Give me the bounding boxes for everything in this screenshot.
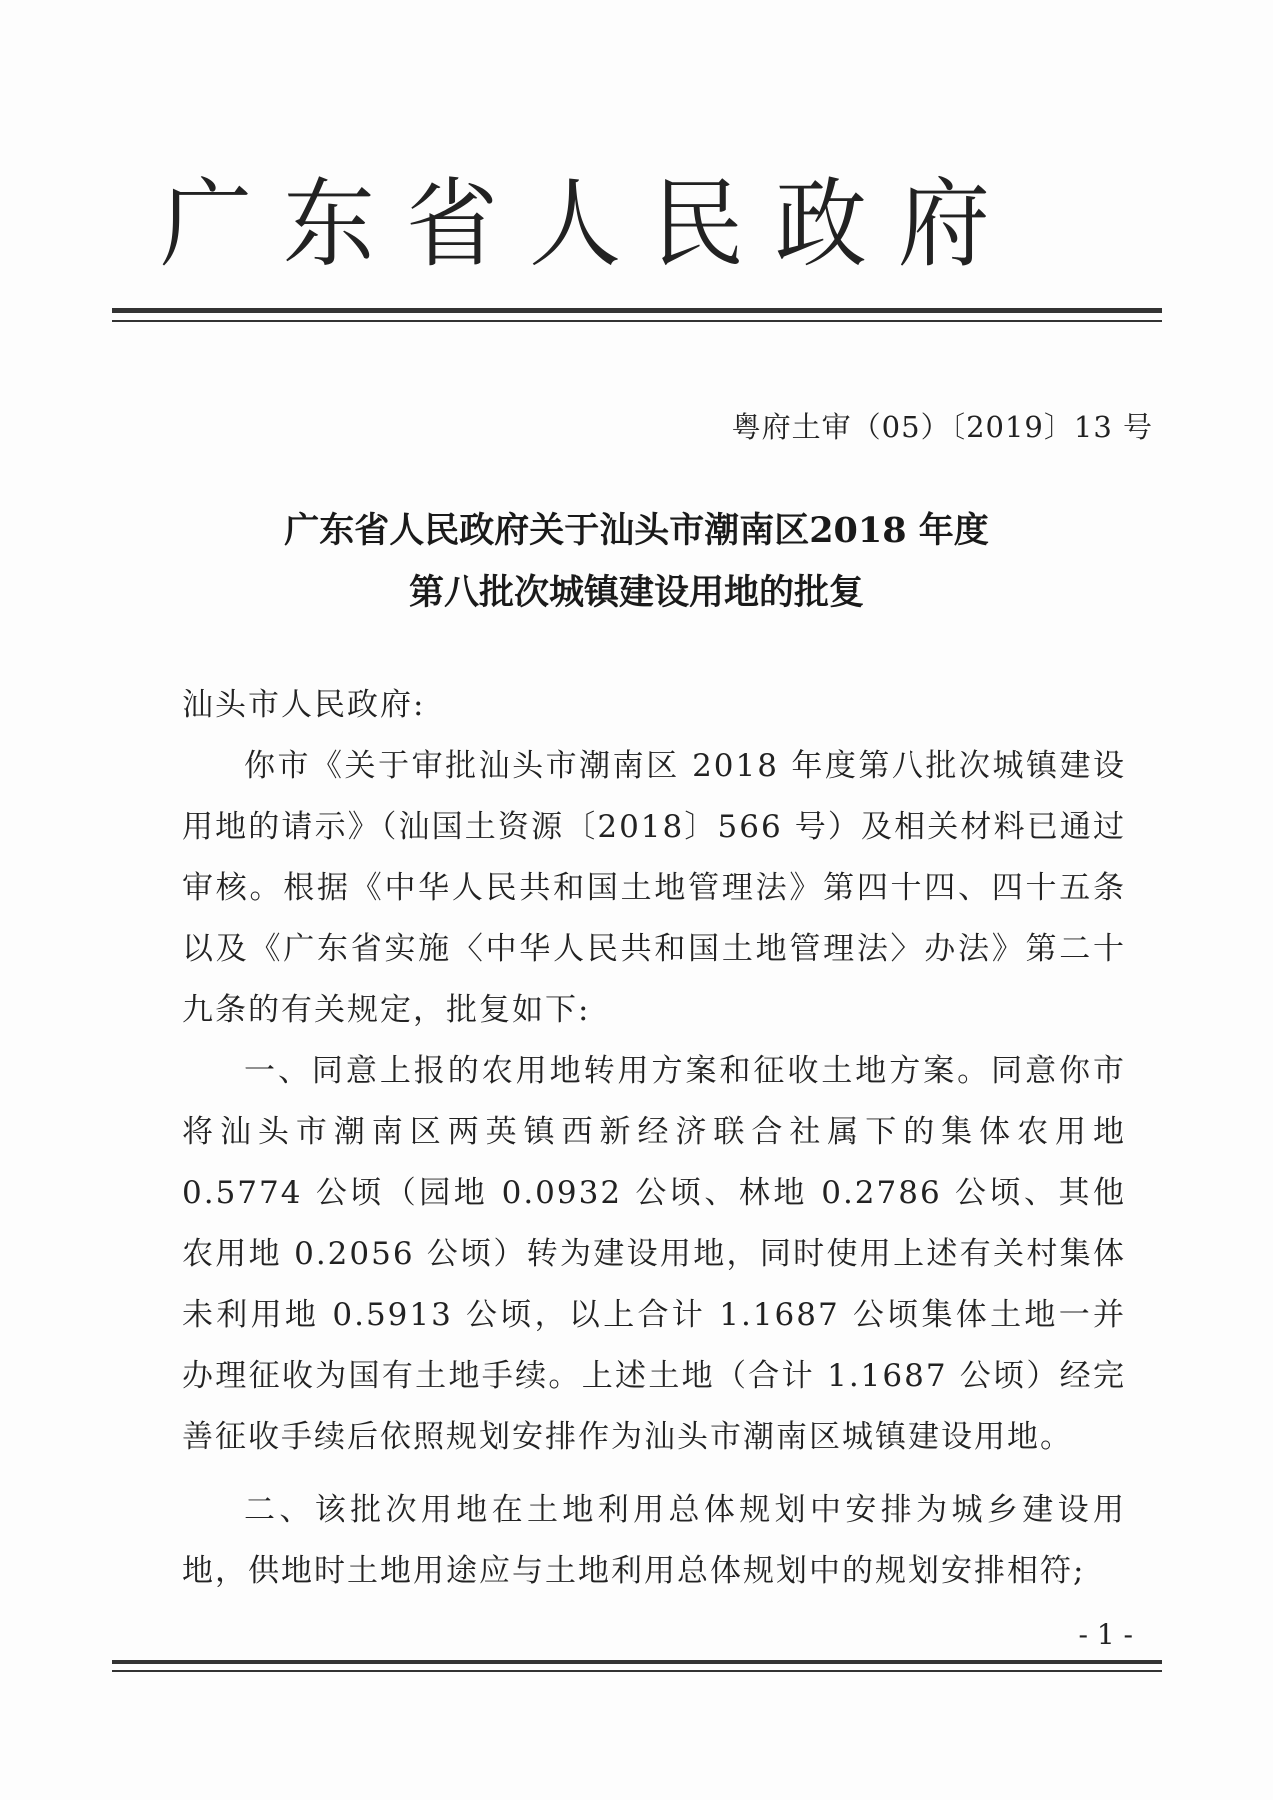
footer-divider-thick [112, 1660, 1162, 1664]
salutation: 汕头市人民政府: [182, 687, 426, 723]
title-line-1: 广东省人民政府关于汕头市潮南区2018 年度 [284, 510, 989, 551]
header-divider-thick [112, 308, 1162, 313]
title-line-2: 第八批次城镇建设用地的批复 [408, 572, 864, 613]
header-char: 省 [405, 168, 498, 281]
header-char: 府 [897, 168, 990, 281]
header-char: 民 [651, 168, 744, 281]
page-number: - 1 - [1078, 1618, 1133, 1651]
issuer-header [160, 170, 990, 280]
footer-divider-thin [112, 1670, 1162, 1672]
header-char: 广 [160, 168, 253, 281]
header-char: 政 [774, 168, 867, 281]
body-paragraph: 二、该批次用地在土地利用总体规划中安排为城乡建设用地，供地时土地用途应与土地利用总体规划中的规划安排相符; [182, 1492, 1126, 1589]
body-paragraph: 一、同意上报的农用地转用方案和征收土地方案。同意你市将汕头市潮南区两英镇西新经济联合社属下的集体农用地 0.5774 公顷（园地 0.0932 公顷、林地 0.2786 公顷、其他农用地 0.2056 公顷）转为建设用地，同时使用上述有关村集体未利用地 0.5913 公顷，以上合计 1.1687 公顷集体土地一并办理征收为国有土地手续。上述土地（合计 1.1687 公顷）经完善征收手续后依照规划安排作为汕头市潮南区城镇建设用地。 [182, 1053, 1126, 1455]
document-title [0, 500, 1273, 624]
header-divider-thin [112, 320, 1162, 322]
header-char: 人 [528, 168, 621, 281]
header-char: 东 [282, 168, 375, 281]
document-number: 粤府土审（05）〔2019〕13 号 [731, 410, 1153, 444]
body-paragraph: 你市《关于审批汕头市潮南区 2018 年度第八批次城镇建设用地的请示》（汕国土资源〔2018〕566 号）及相关材料已通过审核。根据《中华人民共和国土地管理法》第四十四、四十五条以及《广东省实施〈中华人民共和国土地管理法〉办法》第二十九条的有关规定，批复如下: [182, 748, 1126, 1028]
document-body [182, 675, 1126, 1602]
